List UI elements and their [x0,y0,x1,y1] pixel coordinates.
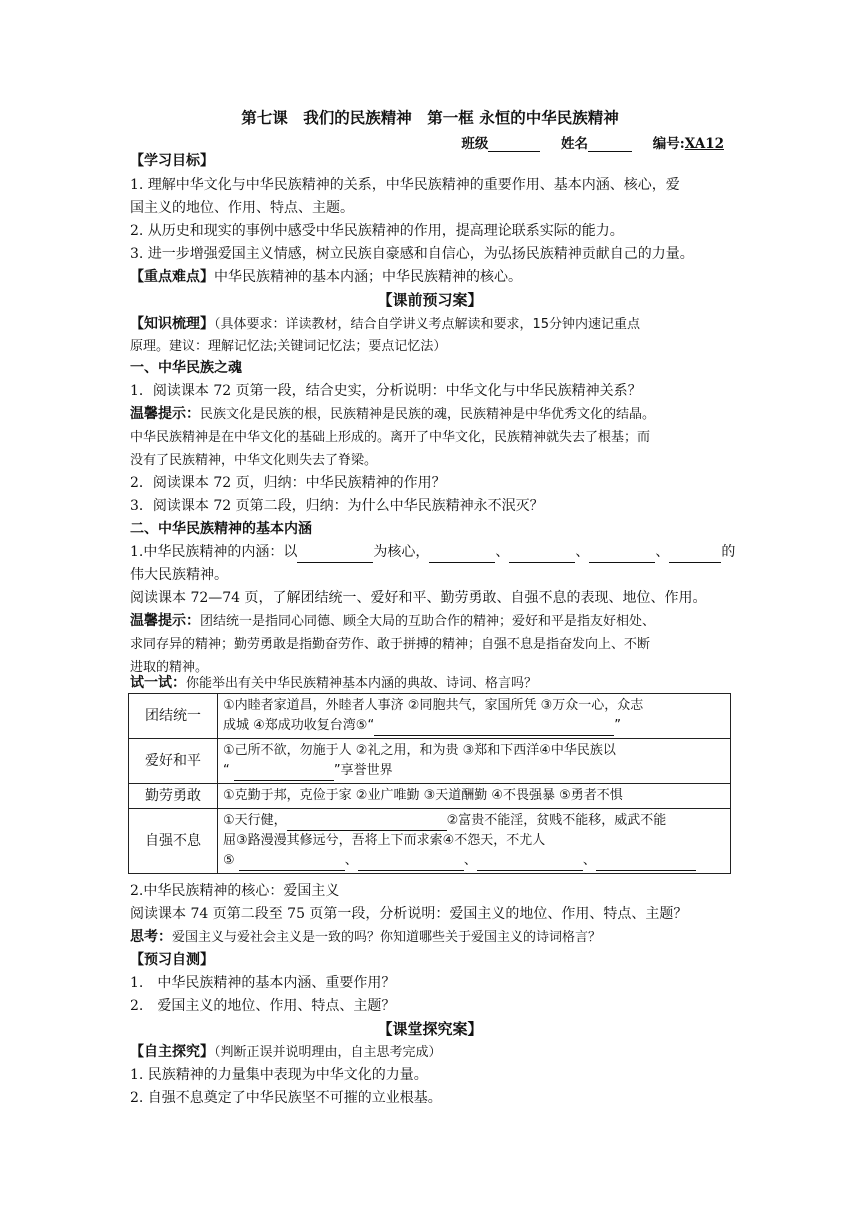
fill-blank[interactable] [297,548,373,563]
selftest-heading: 【预习自测】 [130,952,214,968]
table-row [129,739,731,784]
section-1-heading: 一、中华民族之魂 [130,360,242,376]
class-label: 班级 [461,136,489,152]
table-row [129,694,731,739]
class-blank[interactable] [488,138,540,152]
row-content: ①克勤于邦，克俭于家 ②业广唯勤 ③天道酬勤 ④不畏强暴 ⑤勇者不惧 [218,784,731,809]
number-label: 编号: [652,136,685,152]
table-row [129,784,731,809]
self-inquiry: 【自主探究】（判断正误并说明理由，自主思考完成） [130,1044,442,1060]
s1-question-1: 1．阅读课本 72 页第一段，结合史实，分析说明：中华文化与中华民族精神关系？ [130,383,642,399]
name-label: 姓名 [561,136,589,152]
spirit-examples-table [128,693,731,874]
row-content: ①己所不欲，勿施于人 ②礼之用，和为贵 ③郑和下西洋④中华民族以 “ ”享誉世界 [218,739,731,784]
zz-label: 【自主探究】 [130,1044,214,1060]
s1-question-3: 3．阅读课本 72 页第二段，归纳：为什么中华民族精神永不泯灭？ [130,498,544,514]
fill-blank[interactable] [358,856,464,871]
goals-heading: 【学习目标】 [130,153,214,169]
goal-3: 3. 进一步增强爱国主义情感，树立民族自豪感和自信心，为弘扬民族精神贡献自己的力量。 [130,246,694,262]
zs-text-a: （具体要求：详读教材，结合自学讲义考点解读和要求，15分钟内速记重点 [214,317,641,332]
tip-1b: 中华民族精神是在中华文化的基础上形成的。离开了中华文化，民族精神就失去了根基；而 [130,430,651,445]
tip-2c: 进取的精神。 [130,660,209,675]
fill-blank[interactable] [287,816,447,831]
inquiry-q2: 2. 自强不息奠定了中华民族坚不可摧的立业根基。 [130,1090,442,1106]
table-row [129,809,731,874]
try-label: 试一试： [130,675,186,691]
fill-blank[interactable] [596,856,696,871]
tip-2b: 求同存异的精神；勤劳勇敢是指勤奋劳作、敢于拼搏的精神；自强不息是指奋发向上、不断 [130,637,651,652]
key-text: 中华民族精神的基本内涵；中华民族精神的核心。 [214,269,522,285]
fill-blank[interactable] [239,856,345,871]
selftest-q2: 2. 爱国主义的地位、作用、特点、主题？ [130,998,396,1014]
fill-blank[interactable] [234,766,334,781]
fill-blank[interactable] [509,548,575,563]
goal-1b: 国主义的地位、作用、特点、主题。 [130,200,354,216]
key-points [130,267,730,288]
row-content: ①天行健， ②富贵不能淫，贫贱不能移，威武不能 屈③路漫漫其修远兮，吾将上下而求索④不怨天，不尤人 ⑤ 、 、 、 [218,809,731,874]
tip-1c: 没有了民族精神，中华文化则失去了脊梁。 [130,453,378,468]
section-2-heading: 二、中华民族精神的基本内涵 [130,521,312,537]
goal-1a: 1. 理解中华文化与中华民族精神的关系，中华民族精神的重要作用、基本内涵、核心，爱 [130,177,680,193]
s2-reading: 阅读课本 72—74 页，了解团结统一、爱好和平、勤劳勇敢、自强不息的表现、地位、作用。 [130,590,707,606]
fill-blank[interactable] [374,721,614,736]
s1-question-2: 2．阅读课本 72 页，归纳：中华民族精神的作用？ [130,475,446,491]
row-content: ①内睦者家道昌，外睦者人事济 ②同胞共气，家国所凭 ③万众一心，众志 成城 ④郑成功收复台湾⑤“ ” [218,694,731,739]
row-header: 团结统一 [129,694,218,739]
inquiry-q1: 1. 民族精神的力量集中表现为中华文化的力量。 [130,1067,428,1083]
row-header: 爱好和平 [129,739,218,784]
number-value: XA12 [684,136,724,152]
row-header: 自强不息 [129,809,218,874]
fill-blank[interactable] [429,548,495,563]
student-info [461,132,724,152]
preview-heading: 【课前预习案】 [377,291,483,309]
key-label: 【重点难点】 [130,269,214,285]
think: 思考：爱国主义与爱社会主义是一致的吗？你知道哪些关于爱国主义的诗词格言？ [130,929,602,945]
core-line-1: 2.中华民族精神的核心：爱国主义 [130,883,340,899]
goal-2: 2. 从历史和现实的事例中感受中华民族精神的作用，提高理论联系实际的能力。 [130,223,624,239]
tip-1a: 温馨提示：民族文化是民族的根，民族精神是民族的魂，民族精神是中华优秀文化的结晶。 [130,406,656,422]
name-blank[interactable] [588,138,632,152]
row-header: 勤劳勇敢 [129,784,218,809]
core-line-2: 阅读课本 74 页第二段至 75 页第一段，分析说明：爱国主义的地位、作用、特点、主题？ [130,906,688,922]
fill-blank[interactable] [589,548,655,563]
page-title: 第七课 我们的民族精神 第一框 永恒的中华民族精神 [241,108,619,127]
tip-label: 温馨提示： [130,406,200,422]
selftest-q1: 1. 中华民族精神的基本内涵、重要作用？ [130,975,396,991]
tip-2a: 温馨提示：团结统一是指同心同德、顾全大局的互助合作的精神；爱好和平是指友好相处、 [130,613,656,629]
zs-label: 【知识梳理】 [130,316,214,332]
s2-question-1: 1.中华民族精神的内涵：以 为核心， 、 、 、 的 [130,542,730,563]
think-label: 思考： [130,929,172,945]
fill-blank[interactable] [669,548,721,563]
knowledge-sorting [130,314,730,335]
try-it: 试一试：你能举出有关中华民族精神基本内涵的典故、诗词、格言吗？ [130,675,538,691]
s2-question-1-cont: 伟大民族精神。 [130,567,228,583]
fill-blank[interactable] [477,856,583,871]
zs-text-b: 原理。建议：理解记忆法;关键词记忆法；要点记忆法） [130,339,447,354]
classroom-heading: 【课堂探究案】 [377,1020,483,1038]
